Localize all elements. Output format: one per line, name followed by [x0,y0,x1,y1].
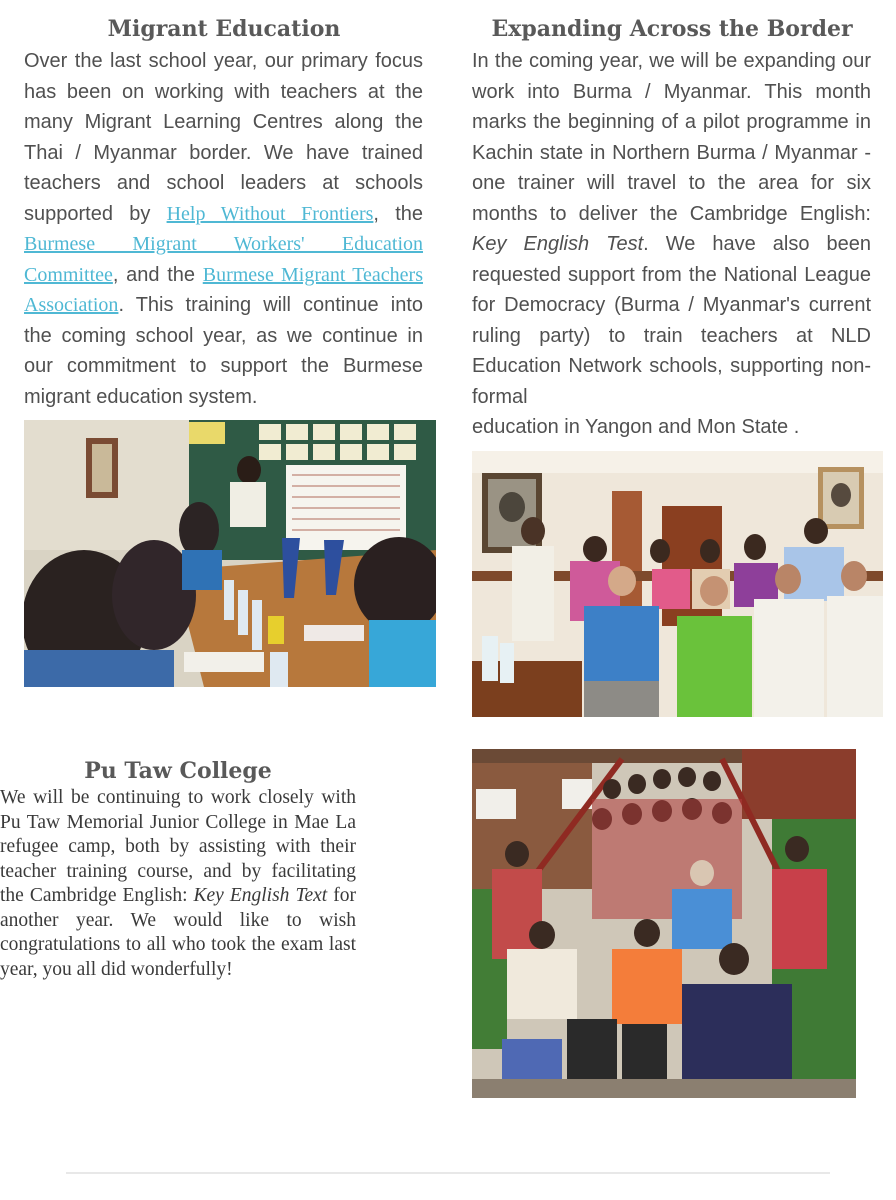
bmta-link[interactable]: Burmese Migrant Teachers Association [24,263,423,316]
help-without-frontiers-link[interactable]: Help Without Frontiers [166,202,374,225]
migrant-education-text: Over the last school year, our primary focus has been on working with teachers at the many Migrant Learning Centres along the Thai / Myanmar border. We have trained teachers and school leaders at schools supported by Help Without Frontiers, the Burmese Migrant Workers' Education Committee, and the Burmese Migrant Teachers Association. This training will continue into the coming school year, as we continue in our commitment to support the Burmese migrant education system. [24,50,424,408]
footer-divider [66,1172,830,1174]
bmwec-link[interactable]: Burmese Migrant Workers' Education Committee [24,233,423,286]
expanding-border-title: Expanding Across the Border [491,16,853,42]
migrant-education-title: Migrant Education [107,16,341,42]
classroom-photo [24,420,436,687]
nld-meeting-photo [472,451,883,717]
pu-taw-text: We will be continuing to work closely with Pu Taw Memorial Junior College in Mae La refugee camp, both by assisting with their teacher training course, and by facilitating the Cambridge English: Key English Text for another year. We would like to wish congratulations to all who took the exam last year, you all did wonderfully! [0,787,356,980]
group-photo [472,749,856,1098]
pu-taw-title: Pu Taw College [84,758,272,784]
expanding-border-text: In the coming year, we will be expanding our work into Burma / Myanmar. This month marks the beginning of a pilot programme in Kachin state in Northern Burma / Myanmar - one trainer will travel to the area for six months to deliver the Cambridge English: Key English Test. We have also been requested support from the National League for Democracy (Burma / Myanmar's current ruling party) to train teachers at NLD Education Network schools, supporting non-formal education in Yangon and Mon State . [472,50,871,438]
